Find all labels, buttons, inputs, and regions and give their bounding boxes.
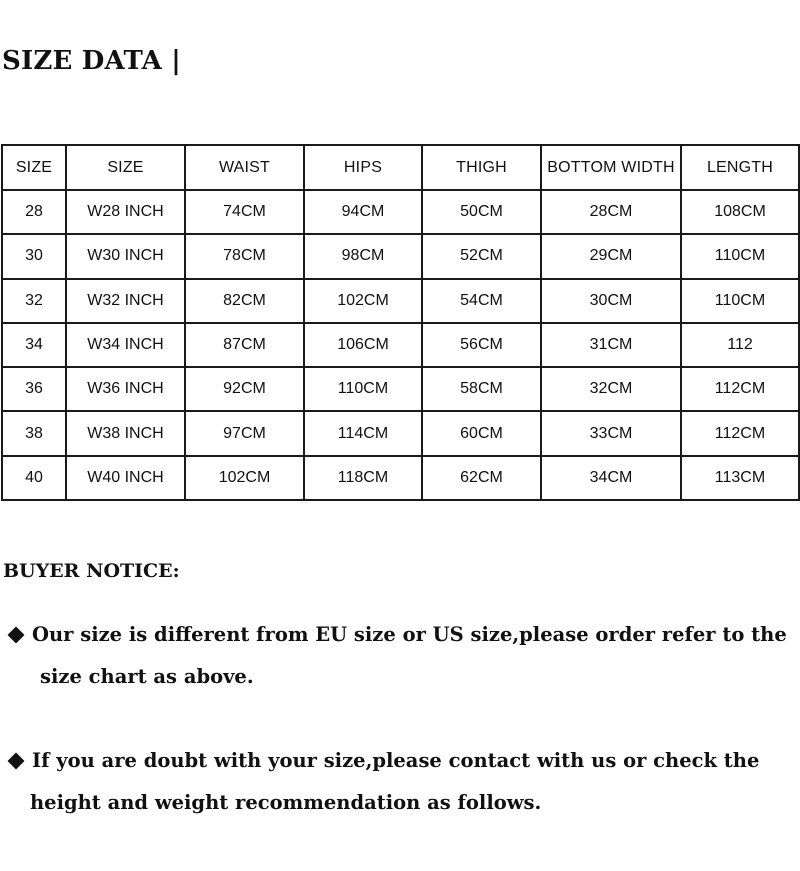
header-length: LENGTH	[681, 145, 799, 190]
cell-hips: 110CM	[304, 367, 422, 411]
cell-bottom-width: 34CM	[541, 456, 681, 500]
table-row	[2, 279, 799, 323]
table-row	[2, 456, 799, 500]
table-row	[2, 234, 799, 278]
cell-waist: 82CM	[185, 279, 304, 323]
notice-text-line1: If you are doubt with your size,please contact with us or check the	[32, 749, 760, 772]
cell-length: 110CM	[681, 279, 799, 323]
page-title: SIZE DATA |	[2, 46, 181, 76]
diamond-bullet-icon	[8, 752, 25, 769]
header-hips: HIPS	[304, 145, 422, 190]
cell-bottom-width: 28CM	[541, 190, 681, 234]
cell-waist: 97CM	[185, 411, 304, 455]
cell-thigh: 62CM	[422, 456, 541, 500]
cell-thigh: 54CM	[422, 279, 541, 323]
cell-bottom-width: 31CM	[541, 323, 681, 367]
buyer-notice-heading: BUYER NOTICE:	[3, 560, 180, 582]
cell-waist: 87CM	[185, 323, 304, 367]
table-row	[2, 367, 799, 411]
cell-thigh: 52CM	[422, 234, 541, 278]
cell-size-number: 40	[2, 456, 66, 500]
cell-hips: 106CM	[304, 323, 422, 367]
notice-text-line2: height and weight recommendation as follows.	[30, 791, 542, 814]
notice-text-line1: Our size is different from EU size or US size,please order refer to the	[32, 623, 787, 646]
header-thigh: THIGH	[422, 145, 541, 190]
diamond-bullet-icon	[8, 626, 25, 643]
header-bottom-width: BOTTOM WIDTH	[541, 145, 681, 190]
cell-size-inch: W34 INCH	[66, 323, 185, 367]
cell-hips: 114CM	[304, 411, 422, 455]
cell-size-inch: W38 INCH	[66, 411, 185, 455]
cell-size-inch: W30 INCH	[66, 234, 185, 278]
cell-thigh: 50CM	[422, 190, 541, 234]
table-row	[2, 190, 799, 234]
table-row	[2, 411, 799, 455]
cell-hips: 102CM	[304, 279, 422, 323]
cell-size-inch: W40 INCH	[66, 456, 185, 500]
cell-size-number: 32	[2, 279, 66, 323]
cell-thigh: 60CM	[422, 411, 541, 455]
cell-hips: 94CM	[304, 190, 422, 234]
cell-length: 112	[681, 323, 799, 367]
cell-length: 113CM	[681, 456, 799, 500]
cell-size-number: 38	[2, 411, 66, 455]
notice-item	[6, 614, 787, 698]
header-waist: WAIST	[185, 145, 304, 190]
cell-thigh: 58CM	[422, 367, 541, 411]
size-chart-table	[1, 144, 800, 501]
cell-bottom-width: 30CM	[541, 279, 681, 323]
cell-waist: 92CM	[185, 367, 304, 411]
cell-size-inch: W36 INCH	[66, 367, 185, 411]
cell-hips: 98CM	[304, 234, 422, 278]
cell-waist: 102CM	[185, 456, 304, 500]
cell-size-number: 30	[2, 234, 66, 278]
cell-size-number: 36	[2, 367, 66, 411]
cell-waist: 78CM	[185, 234, 304, 278]
cell-length: 110CM	[681, 234, 799, 278]
cell-size-number: 34	[2, 323, 66, 367]
cell-hips: 118CM	[304, 456, 422, 500]
table-header-row	[2, 145, 799, 190]
cell-size-number: 28	[2, 190, 66, 234]
cell-length: 108CM	[681, 190, 799, 234]
cell-length: 112CM	[681, 411, 799, 455]
table-row	[2, 323, 799, 367]
cell-thigh: 56CM	[422, 323, 541, 367]
header-size-inch: SIZE	[66, 145, 185, 190]
cell-bottom-width: 29CM	[541, 234, 681, 278]
header-size-number: SIZE	[2, 145, 66, 190]
cell-waist: 74CM	[185, 190, 304, 234]
cell-length: 112CM	[681, 367, 799, 411]
notice-item	[6, 740, 759, 824]
cell-size-inch: W28 INCH	[66, 190, 185, 234]
cell-size-inch: W32 INCH	[66, 279, 185, 323]
notice-text-line2: size chart as above.	[40, 665, 254, 688]
cell-bottom-width: 33CM	[541, 411, 681, 455]
cell-bottom-width: 32CM	[541, 367, 681, 411]
